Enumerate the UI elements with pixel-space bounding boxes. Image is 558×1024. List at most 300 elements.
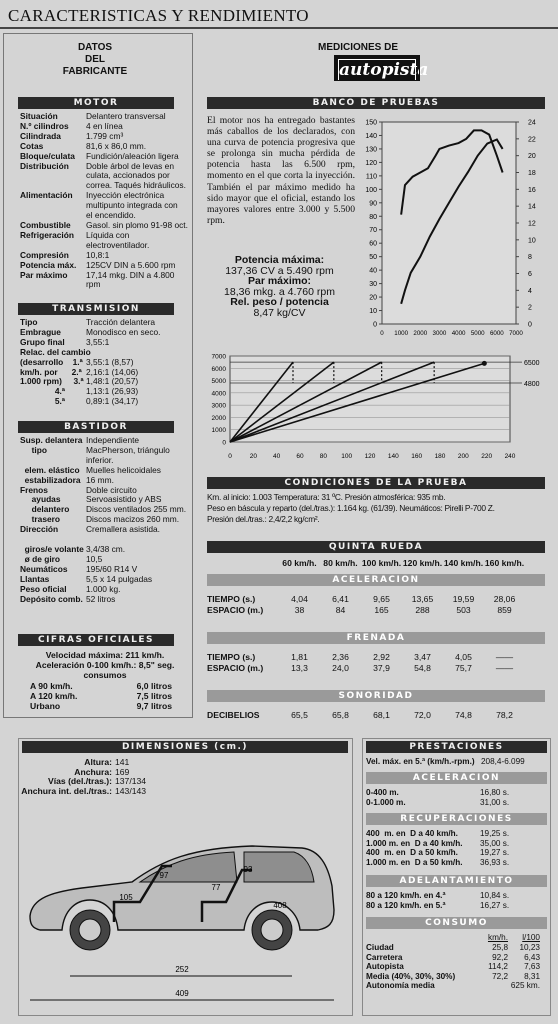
transmision-row: [20, 397, 190, 407]
transmision-specs: [20, 318, 190, 407]
prest-recu-row: [366, 858, 547, 868]
pot-value: 137,36 CV a 5.490 rpm: [225, 264, 334, 277]
quinta-acel-row-label: ESPACIO (m.): [207, 605, 264, 615]
chart1-x-tick-label: 6000: [489, 330, 504, 337]
chart1-right-tick-label: 10: [528, 237, 536, 245]
car-label-length: 409: [175, 989, 189, 998]
chart2-y-tick-label: 1000: [211, 427, 226, 435]
dimension-key: Altura:: [84, 757, 112, 767]
motor-value: 17,14 mkg. DIN a 4.800 rpm: [86, 269, 175, 290]
chart1-right-tick-label: 4: [528, 287, 532, 295]
prest-recu-row: [366, 848, 547, 858]
prest-adel-rows: [366, 891, 547, 910]
dimension-key: Anchura int. del./tras.:: [21, 785, 112, 796]
quinta-col-header: 80 km/h.: [323, 558, 358, 568]
prest-acel-row-value: 31,00 s.: [480, 797, 510, 807]
rel-label: Rel. peso / potencia: [230, 296, 329, 308]
prest-cons-col: l/100: [522, 933, 540, 942]
chart1-x-tick-label: 0: [380, 330, 384, 337]
prest-adel-row-label: 80 a 120 km/h. en 4.ª: [366, 891, 446, 900]
transmision-key: 5.ª: [20, 396, 65, 407]
bastidor-key: tipo: [20, 444, 47, 455]
transmision-value: 3,55:1: [86, 336, 110, 347]
chart2-x-tick-label: 180: [434, 453, 446, 460]
motor-value: Doble árbol de levas en culata, accionados por correa. Taqués hidráulicos.: [86, 160, 186, 191]
autopista-logo: autopista: [335, 56, 419, 80]
prest-recu-band: RECUPERACIONES: [366, 813, 547, 825]
chart1-left-tick-label: 150: [365, 119, 377, 127]
transmision-key: Grupo final: [20, 336, 65, 347]
quinta-band: QUINTA RUEDA: [207, 541, 545, 553]
chart1-x-tick-label: 4000: [451, 330, 466, 337]
chart1-right-tick-label: 6: [528, 271, 532, 278]
prest-cons-label: Autonomía media: [366, 981, 435, 991]
prest-vel-label: Vel. máx. en 5.ª (km/h.-rpm.): [366, 757, 475, 766]
bastidor-key: trasero: [20, 514, 61, 525]
prest-cons-kmh: 92,2: [492, 952, 508, 962]
bastidor-value: Discos ventilados 255 mm.: [86, 504, 187, 515]
bastidor-value: Discos macizos 260 mm.: [86, 514, 180, 525]
quinta-col-header: 160 km/h.: [484, 558, 525, 568]
motor-band: MOTOR: [18, 97, 174, 109]
bastidor-value: 5,5 x 14 pulgadas: [86, 573, 153, 584]
quinta-acel-row-value: 84: [335, 605, 346, 615]
bastidor-key: Peso oficial: [20, 583, 67, 594]
chart1-x-tick-label: 2000: [413, 330, 428, 337]
prest-vel-value: 208,4-6.099: [481, 757, 525, 766]
chart1-right-tick-label: 2: [528, 304, 532, 312]
motor-key: Alimentación: [20, 190, 73, 201]
prest-cons-l100: 6,43: [524, 952, 540, 962]
pot-label: Potencia máxima:: [234, 254, 325, 266]
transmision-key: 1.000 rpm) 3.ª: [20, 376, 84, 387]
prest-recu-row: [366, 829, 547, 839]
prest-adel-row-value: 16,27 s.: [480, 900, 510, 910]
chart2-x-tick-label: 100: [341, 453, 353, 460]
motor-value: Fundición/aleación ligera: [86, 150, 179, 161]
cifras-key: Urbano: [30, 701, 61, 711]
quinta-acel-row-value: 19,59: [452, 594, 475, 604]
quinta-son-row-value: 65,8: [332, 710, 349, 720]
quinta-acel-row-value: 13,65: [411, 594, 434, 604]
bastidor-key: ayudas: [20, 494, 61, 505]
car-wheel-hub: [261, 919, 283, 941]
car-label-front-height: 105: [119, 893, 133, 902]
chart1-left-tick-label: 130: [365, 146, 377, 154]
quinta-son-row-value: 78,2: [496, 710, 513, 720]
prest-cons-label: Ciudad: [366, 943, 394, 952]
motor-value: 4 en línea: [86, 120, 123, 131]
quinta-fren-row: [207, 652, 547, 663]
car-wheel-hub: [79, 919, 101, 941]
chart2-x-tick-label: 120: [364, 453, 376, 460]
motor-key: Potencia máx.: [20, 259, 77, 270]
transmision-value: 3,55:1 (8,57): [86, 356, 134, 367]
dimensiones-rows: [20, 758, 240, 796]
condiciones-line1: Km. al inicio: 1.003 Temperatura: 31 ºC. Presión atmosférica: 935 mb.: [207, 492, 446, 502]
bastidor-value: 195/60 R14 V: [86, 563, 138, 574]
prest-cons-row: [366, 953, 547, 963]
transmision-key: Embrague: [20, 326, 61, 337]
chart2-x-tick-label: 60: [296, 453, 304, 460]
motor-value: Gasol. sin plomo 91-98 oct.: [86, 219, 188, 230]
chart1-left-tick-label: 0: [373, 321, 377, 329]
bastidor-key: ø de giro: [20, 553, 61, 564]
quinta-spacer: [207, 616, 547, 628]
quinta-col-header: 140 km/h.: [443, 558, 484, 568]
quinta-col-header: 100 km/h.: [361, 558, 402, 568]
prest-acel-row-label: 0-1.000 m.: [366, 797, 406, 807]
prest-adel-band: ADELANTAMIENTO: [366, 875, 547, 887]
chart1-x-tick-label: 5000: [470, 330, 485, 337]
car-diagram: [22, 838, 352, 1014]
bastidor-value: 1.000 kg.: [86, 583, 121, 594]
rel-value: 8,47 kg/CV: [253, 306, 306, 319]
chart1-right-tick-label: 8: [528, 254, 532, 262]
prest-acel-rows: [366, 788, 547, 807]
chart2-x-tick-label: 220: [481, 453, 493, 460]
car-label-rear-height: 93: [243, 865, 253, 874]
chart2-x-tick-label: 80: [319, 453, 327, 460]
prest-acel-band: ACELERACION: [366, 772, 547, 784]
chart1-left-tick-label: 30: [369, 281, 377, 289]
prest-recu-row-value: 19,27 s.: [480, 848, 510, 858]
prest-adel-row: [366, 891, 547, 901]
quinta-fren-row-value: 24,0: [332, 663, 349, 673]
transmision-value: Tracción delantera: [86, 317, 156, 327]
bastidor-key: giros/e volante: [20, 543, 84, 554]
bastidor-row: [20, 446, 190, 466]
quinta-fren-row-value: 75,7: [455, 663, 472, 673]
cifras-acel: Aceleración 0-100 km/h.: 8,5" seg.: [35, 660, 175, 670]
chart2-right-label: 6500: [524, 360, 540, 368]
cifras-band: CIFRAS OFICIALES: [18, 634, 174, 646]
cifras-consumos-label: consumos: [83, 670, 127, 680]
chart2-y-tick-label: 2000: [211, 414, 226, 422]
chart2-right-label: 4800: [524, 381, 540, 389]
chart1-left-tick-label: 60: [369, 240, 377, 248]
bastidor-value: Servoasistido y ABS: [86, 494, 162, 505]
chart2-y-tick-label: 5000: [211, 378, 226, 386]
quinta-acel-row-value: 4,04: [291, 594, 308, 604]
prest-cons-l100: 10,23: [519, 943, 540, 952]
quinta-acel-row-value: 859: [497, 605, 512, 615]
prest-cons-row: [366, 981, 547, 991]
chart1-right-tick-label: 14: [528, 203, 536, 211]
chart1-left-tick-label: 140: [365, 132, 377, 140]
transmision-key: Relac. del cambio: [20, 346, 91, 357]
prest-cons-kmh: 72,2: [492, 971, 508, 981]
chart1-left-tick-label: 50: [369, 254, 377, 262]
quinta-fren-row-value: 2,36: [332, 652, 349, 662]
quinta-acel-row-value: 288: [415, 605, 430, 615]
bastidor-key: Depósito comb.: [20, 593, 83, 604]
bastidor-key: Susp. delantera: [20, 435, 83, 445]
quinta-spacer: [207, 674, 547, 686]
prest-recu-row: [366, 839, 547, 849]
quinta-header-row: [207, 556, 547, 570]
chart1-left-tick-label: 80: [369, 213, 377, 221]
transmision-value: 2,16:1 (14,06): [86, 366, 139, 377]
banco-band: BANCO DE PRUEBAS: [207, 97, 545, 109]
bastidor-value: 16 mm.: [86, 474, 114, 485]
motor-key: Compresión: [20, 249, 69, 260]
chart2-x-tick-label: 160: [411, 453, 423, 460]
dimension-value: 137/134: [115, 776, 147, 787]
quinta-fren-row-label: ESPACIO (m.): [207, 663, 264, 673]
bastidor-key: Dirección: [20, 524, 59, 535]
prest-cons-row: [366, 962, 547, 972]
chart1-left-tick-label: 70: [369, 227, 377, 235]
quinta-fren-row-label: TIEMPO (s.): [207, 652, 256, 662]
motor-row: [20, 271, 190, 291]
prest-cons-label: Carretera: [366, 952, 403, 962]
motor-value: 81,6 x 86,0 mm.: [86, 140, 147, 151]
prest-recu-row-label: 1.000 m. en D a 40 km/h.: [366, 838, 463, 848]
prest-adel-row-label: 80 a 120 km/h. en 5.ª: [366, 900, 446, 910]
prest-cons-spacer: [366, 933, 476, 943]
quinta-acel-row: [207, 605, 547, 616]
chart1-left-tick-label: 90: [369, 200, 377, 208]
quinta-fren-row-value: 54,8: [414, 663, 431, 673]
motor-key: Bloque/culata: [20, 150, 75, 161]
bastidor-row: [20, 595, 190, 605]
dimension-value: 169: [115, 766, 130, 777]
motor-specs: [20, 112, 190, 290]
quinta-fren-row-value: 2,92: [373, 652, 390, 662]
bastidor-value: Muelles helicoidales: [86, 464, 161, 475]
motor-row: [20, 261, 190, 271]
motor-value: 1.799 cm³: [86, 130, 124, 141]
datos-heading: DATOS DEL FABRICANTE: [62, 42, 128, 77]
quinta-son-row-value: 72,0: [414, 710, 431, 720]
chart1-x-tick-label: 7000: [509, 330, 523, 337]
quinta-fren-band: FRENADA: [207, 632, 545, 644]
prest-adel-row-value: 10,84 s.: [480, 891, 510, 900]
chart1-right-tick-label: 18: [528, 170, 536, 177]
bastidor-value: 52 litros: [86, 593, 116, 604]
par-value: 18,36 mkg. a 4.760 rpm: [224, 285, 335, 298]
prest-cons-kmh: 25,8: [492, 943, 508, 952]
chart1-right-tick-label: 12: [528, 220, 536, 228]
quinta-acel-row-value: 9,65: [373, 594, 390, 604]
quinta-son-row-value: 65,5: [291, 710, 308, 720]
quinta-fren-row-value: 1,81: [291, 652, 308, 662]
chart2-y-tick-label: 4000: [211, 390, 226, 398]
chart2-y-tick-label: 7000: [211, 353, 226, 361]
cifras-row: [30, 691, 172, 701]
prest-acel-row-value: 16,80 s.: [480, 788, 510, 797]
prest-recu-row-value: 19,25 s.: [480, 829, 510, 838]
banco-text: El motor nos ha entregado bastantes más caballos de los declarados, con una curva de potencia progresiva que se prolonga sin mucha pérdida de potencia hasta las 6.500 rpm, momento en el que corta la inyección. También el par máximo medido ha sido mayor que el oficial, estando los mayores valores entre 3.000 y 5.500 rpm.: [207, 115, 355, 226]
prest-cons-row: [366, 972, 547, 982]
chart1-left-tick-label: 100: [365, 186, 377, 194]
chart2-x-tick-label: 140: [387, 453, 399, 460]
chart1-left-tick-label: 20: [369, 294, 377, 302]
motor-value: 125CV DIN a 5.600 rpm: [86, 259, 176, 270]
bastidor-key: Llantas: [20, 573, 50, 584]
cifras-rows: [30, 681, 172, 711]
bastidor-value: Independiente: [86, 435, 140, 445]
chart2-x-tick-label: 200: [457, 453, 469, 460]
quinta-acel-row: [207, 594, 547, 605]
prest-cons-row: [366, 943, 547, 953]
transmision-value: 1,48:1 (20,57): [86, 376, 139, 387]
cifras-vel: Velocidad máxima: 211 km/h.: [45, 650, 165, 660]
dimension-row: [20, 758, 240, 768]
chart2-y-tick-label: 0: [222, 439, 226, 447]
chart1-left-tick-label: 120: [365, 159, 377, 167]
car-label-wheelbase: 252: [175, 965, 189, 974]
mediciones-heading: MEDICIONES DE: [318, 42, 399, 53]
motor-value: Líquida con electroventilador.: [86, 229, 150, 250]
quinta-fren-row-value: 13,3: [291, 663, 308, 673]
prest-recu-row-label: 1.000 m. en D a 50 km/h.: [366, 857, 463, 867]
chart1-x-tick-label: 1000: [394, 330, 409, 337]
cifras-row: [30, 681, 172, 691]
car-label-seat-front: 97: [159, 871, 169, 880]
quinta-acel-row-value: 6,41: [332, 594, 349, 604]
motor-value: Delantero transversal: [86, 111, 166, 121]
par-label: Par máximo:: [247, 275, 312, 287]
dimension-row: [20, 787, 240, 797]
bastidor-key: Frenos: [20, 484, 48, 495]
prest-cons-rows: [366, 933, 547, 991]
bastidor-row: [20, 525, 190, 535]
bastidor-specs: [20, 436, 190, 604]
cifras-value: 6,0 litros: [136, 681, 172, 691]
quinta-col-header: 120 km/h.: [402, 558, 443, 568]
page-title: CARACTERISTICAS Y RENDIMIENTO: [8, 6, 309, 25]
transmision-key: km/h. por 2.ª: [20, 366, 82, 377]
motor-key: Combustible: [20, 219, 71, 230]
quinta-table: [207, 556, 547, 721]
prest-cons-kmh: [476, 981, 508, 991]
car-label-seat-rear: 77: [211, 883, 221, 892]
prest-recu-row-label: 400 m. en D a 50 km/h.: [366, 848, 458, 858]
chart2-x-tick-label: 20: [249, 453, 257, 460]
cifras-key: A 120 km/h.: [30, 691, 78, 701]
quinta-son-row-value: 74,8: [455, 710, 472, 720]
quinta-son-row-label: DECIBELIOS: [207, 710, 260, 720]
power-torque-chart: [356, 112, 552, 344]
transmision-key: (desarrollo 1.ª: [20, 356, 83, 367]
quinta-fren-row-value: ——: [495, 652, 514, 662]
transmision-value: Monodisco en seco.: [86, 326, 161, 337]
prest-recu-row-label: 400 m. en D a 40 km/h.: [366, 829, 458, 838]
motor-key: Distribución: [20, 160, 69, 171]
bastidor-key: Neumáticos: [20, 563, 68, 574]
gear-speed-chart: [200, 350, 550, 468]
motor-row: [20, 191, 190, 221]
cifras-key: A 90 km/h.: [30, 681, 73, 691]
chart2-y-tick-label: 6000: [211, 365, 226, 373]
quinta-acel-row-value: 28,06: [493, 594, 516, 604]
cifras-value: 7,5 litros: [136, 691, 172, 701]
motor-key: Cilindrada: [20, 130, 61, 141]
dimension-key: Vías (del./tras.):: [48, 776, 112, 787]
car-label-rear-length: 408: [273, 901, 287, 910]
prest-adel-row: [366, 901, 547, 911]
chart2-x-tick-label: 240: [504, 453, 516, 460]
bastidor-key: delantero: [20, 504, 70, 515]
dimension-value: 143/143: [115, 785, 147, 796]
prest-cons-header: [366, 933, 547, 943]
condiciones-line3: Presión del./tras.: 2,4/2,2 kg/cm².: [207, 514, 320, 524]
bastidor-value: MacPherson, triángulo inferior.: [86, 444, 170, 465]
quinta-fren-row-value: 3,47: [414, 652, 431, 662]
motor-value: Inyección electrónica multipunto integrada con el encendido.: [86, 190, 178, 221]
chart2-x-tick-label: 40: [273, 453, 281, 460]
bastidor-band: BASTIDOR: [18, 421, 174, 433]
motor-key: Situación: [20, 111, 58, 121]
cifras-row: [30, 701, 172, 711]
motor-row: [20, 231, 190, 251]
quinta-son-row: [207, 710, 547, 721]
banco-summary: [207, 255, 352, 318]
quinta-header-spacer: [207, 556, 279, 570]
quinta-fren-row-value: 37,9: [373, 663, 390, 673]
prestaciones-band: PRESTACIONES: [366, 741, 547, 753]
condiciones-line2: Peso en báscula y reparto (del./tras.): 1.164 kg. (61/39). Neumáticos: Pirelli P-700 Z.: [207, 503, 495, 513]
chart2-y-tick-label: 3000: [211, 402, 226, 410]
bastidor-key: elem. elástico: [20, 464, 80, 475]
chart1-right-tick-label: 24: [528, 119, 536, 127]
chart1-right-tick-label: 0: [528, 321, 532, 329]
prest-cons-band: CONSUMO: [366, 917, 547, 929]
bastidor-row: [20, 585, 190, 595]
chart2-x-tick-label: 0: [228, 453, 232, 460]
quinta-acel-band: ACELERACION: [207, 574, 545, 586]
motor-key: Cotas: [20, 140, 44, 151]
bastidor-value: 3,4/38 cm.: [86, 543, 126, 554]
chart1-right-tick-label: 22: [528, 136, 536, 144]
quinta-acel-row-label: TIEMPO (s.): [207, 594, 256, 604]
quinta-son-band: SONORIDAD: [207, 690, 545, 702]
chart1-right-tick-label: 20: [528, 153, 536, 161]
transmision-key: Tipo: [20, 317, 38, 327]
motor-key: N.º cilindros: [20, 120, 69, 131]
chart1-x-tick-label: 3000: [432, 330, 447, 337]
dimension-value: 141: [115, 757, 130, 767]
cifras-value: 9,7 litros: [136, 701, 172, 711]
quinta-fren-row-value: ——: [495, 663, 514, 673]
transmision-value: 1,13:1 (26,93): [86, 386, 139, 397]
prest-acel-row: [366, 798, 547, 808]
quinta-acel-row-value: 38: [294, 605, 305, 615]
bastidor-value: 10,5: [86, 553, 103, 564]
transmision-value: 0,89:1 (34,17): [86, 396, 139, 407]
quinta-acel-row-value: 165: [374, 605, 389, 615]
title-rule: [0, 27, 558, 29]
prest-recu-row-value: 35,00 s.: [480, 838, 510, 848]
prest-cons-col: km/h.: [487, 933, 508, 942]
prest-cons-label: Autopista: [366, 962, 404, 972]
prest-acel-row-label: 0-400 m.: [366, 788, 399, 797]
chart2-top-speed-dot: [482, 361, 487, 366]
quinta-son-row-value: 68,1: [373, 710, 390, 720]
prest-acel-row: [366, 788, 547, 798]
dimension-key: Anchura:: [74, 766, 112, 777]
motor-row: [20, 162, 190, 192]
bastidor-value: Cremallera asistida.: [86, 524, 161, 535]
prest-cons-l100: 7,63: [524, 962, 540, 972]
dimensiones-band: DIMENSIONES (cm.): [22, 741, 348, 753]
transmision-band: TRANSMISION: [18, 303, 174, 315]
prest-cons-l100: 625 km.: [510, 981, 540, 991]
condiciones-band: CONDICIONES DE LA PRUEBA: [207, 477, 545, 489]
chart1-left-tick-label: 40: [369, 267, 377, 275]
